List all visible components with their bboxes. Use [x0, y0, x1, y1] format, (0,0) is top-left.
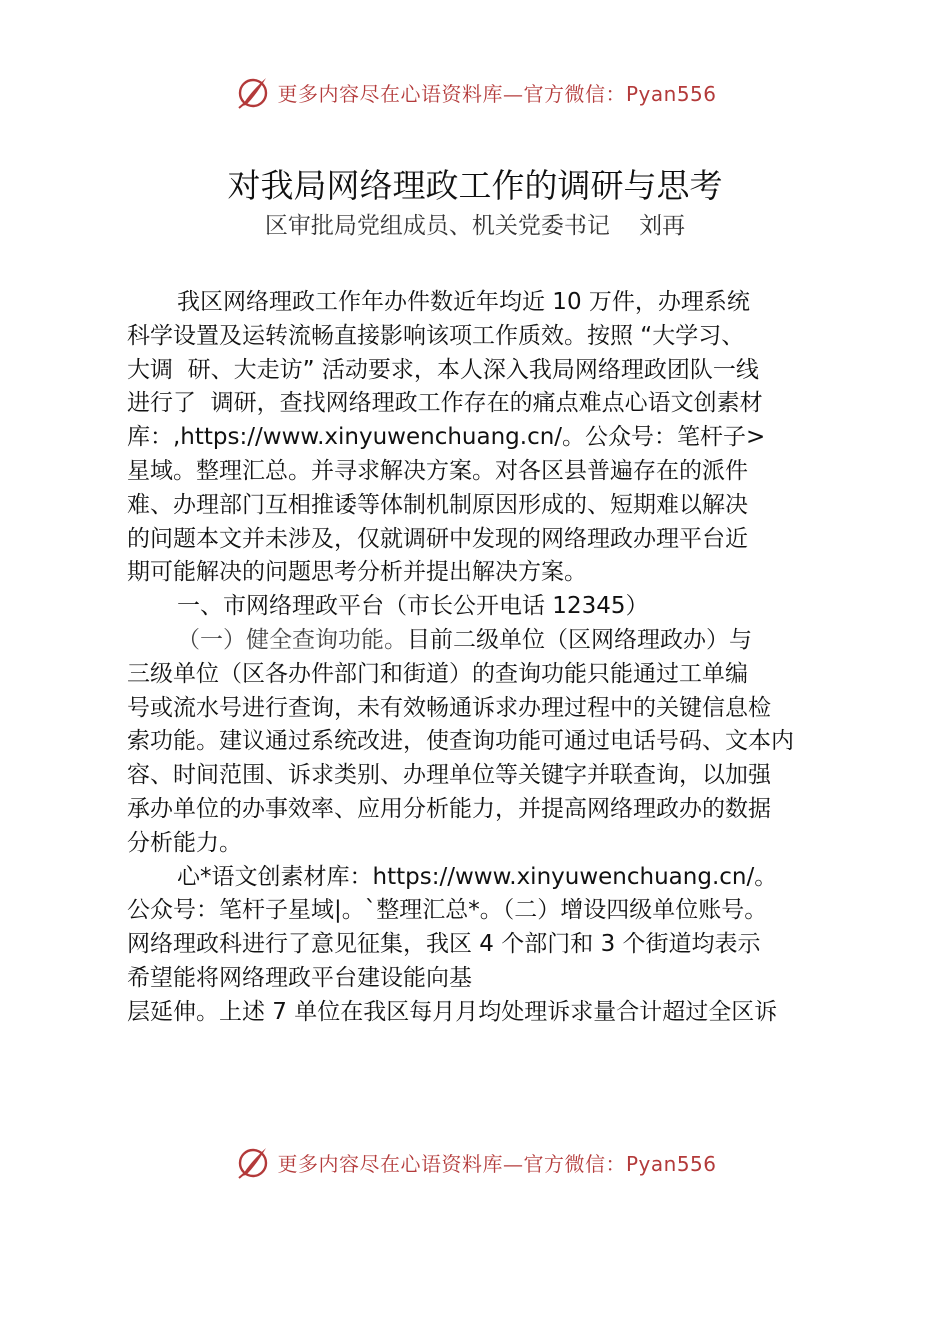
watermark-text [277, 78, 716, 107]
body-line: 希望能将网络理政平台建设能向基 [127, 964, 472, 991]
body-line: 心*语文创素材库：https://www.xinyuwenchuang.cn/。 [177, 863, 778, 890]
body-line: 网络理政科进行了意见征集，我区 4 个部门和 3 个街道均表示 [127, 931, 761, 958]
body-line: 我区网络理政工作年办件数近年均近 10 万件，办理系统 [177, 289, 750, 315]
body-line: 期可能解决的问题思考分析并提出解决方案。 [127, 559, 587, 586]
watermark-banner-bottom [0, 1142, 950, 1182]
body-line: 号或流水号进行查询，未有效畅通诉求办理过程中的关键信息检 [127, 694, 771, 721]
body-line: 公众号：笔杆子星域|。`整理汇总*。（二）增设四级单位账号。 [127, 897, 768, 924]
body-line: 的问题本文并未涉及，仅就调研中发现的网络理政办理平台近 [127, 525, 748, 552]
watermark-wechat-id: Pyan556 [625, 1151, 717, 1176]
document-body [127, 286, 835, 1030]
document-byline: 区审批局党组成员、机关党委书记 刘再 [264, 213, 686, 239]
body-line: 三级单位（区各办件部门和街道）的查询功能只能通过工单编 [127, 660, 748, 687]
document-title: 对我局网络理政工作的调研与思考 [227, 166, 723, 205]
body-line: 承办单位的办事效率、应用分析能力，并提高网络理政办的数据 [127, 795, 771, 822]
body-line: 库：,https://www.xinyuwenchuang.cn/。公众号：笔杆子> [127, 424, 766, 451]
subsection-heading: （一）健全查询功能。 [177, 626, 407, 653]
body-line: 索功能。建议通过系统改进，使查询功能可通过电话号码、文本内 [127, 728, 794, 755]
quill-logo-icon [233, 1142, 273, 1182]
body-line: 层延伸。上述 7 单位在我区每月月均处理诉求量合计超过全区诉 [127, 998, 778, 1025]
body-line: 目前二级单位（区网络理政办）与 [407, 626, 752, 653]
subsection-line [127, 624, 835, 658]
body-line: 分析能力。 [127, 829, 242, 856]
watermark-banner-top [0, 72, 950, 112]
body-line: 大调 研、大走访” 活动要求，本人深入我局网络理政团队一线 [127, 356, 759, 383]
watermark-wechat-id: Pyan556 [625, 81, 717, 106]
body-line: 容、时间范围、诉求类别、办理单位等关键字并联查询，以加强 [127, 762, 771, 789]
watermark-label: 更多内容尽在心语资料库—官方微信： [277, 1151, 626, 1176]
section-heading-1: 一、市网络理政平台（市长公开电话 12345） [177, 593, 649, 620]
body-line: 星域。整理汇总。并寻求解决方案。对各区县普遍存在的派件 [127, 457, 748, 484]
watermark-text [277, 1148, 716, 1177]
body-line: 科学设置及运转流畅直接影响该项工作质效。按照 “大学习、 [127, 322, 745, 349]
watermark-label: 更多内容尽在心语资料库—官方微信： [277, 81, 626, 106]
quill-logo-icon [233, 72, 273, 112]
body-line: 进行了 调研，查找网络理政工作存在的痛点难点心语文创素材 [127, 390, 763, 417]
body-line: 难、办理部门互相推诿等体制机制原因形成的、短期难以解决 [127, 491, 748, 518]
